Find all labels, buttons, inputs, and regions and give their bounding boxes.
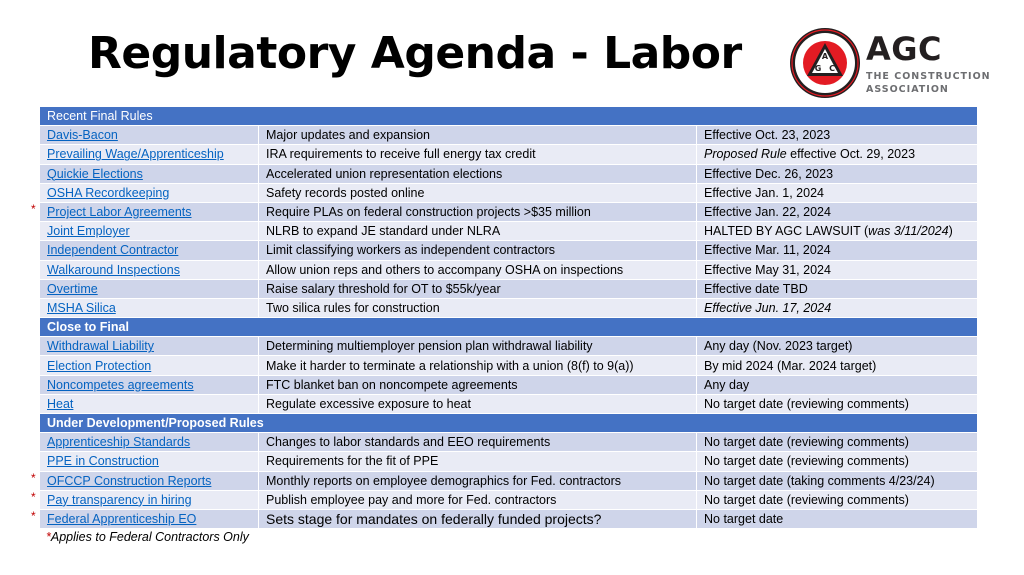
table-row: [40, 375, 978, 394]
rule-link[interactable]: Noncompetes agreements: [47, 377, 194, 392]
section-header-recent: [40, 107, 978, 126]
rule-link[interactable]: Withdrawal Liability: [47, 339, 154, 354]
status-italic: was 3/11/2024: [868, 224, 949, 239]
rule-status: Any day: [697, 375, 978, 394]
status-text-end: ): [948, 224, 953, 239]
section-label: Close to Final: [40, 318, 978, 337]
table-row: [40, 183, 978, 202]
table-row: [40, 222, 978, 241]
rule-description: Accelerated union representation elections: [259, 164, 697, 183]
rule-description: Determining multiemployer pension plan withdrawal liability: [259, 337, 697, 356]
logo-brand: AGC: [866, 30, 943, 68]
rule-status: Effective Jan. 1, 2024: [697, 183, 978, 202]
rule-link[interactable]: Federal Apprenticeship EO: [47, 512, 197, 527]
rule-status: Effective Oct. 23, 2023: [697, 126, 978, 145]
rule-description: FTC blanket ban on noncompete agreements: [259, 375, 697, 394]
seal-letter-g: G: [814, 64, 822, 73]
rule-status: Effective Jan. 22, 2024: [697, 202, 978, 221]
rule-status: [697, 145, 978, 164]
rule-link[interactable]: Davis-Bacon: [47, 128, 118, 143]
rule-link[interactable]: OFCCP Construction Reports: [47, 473, 212, 488]
table-row: [40, 452, 978, 471]
rule-link[interactable]: PPE in Construction: [47, 454, 159, 469]
page-title: Regulatory Agenda - Labor: [88, 28, 742, 79]
rule-status: Any day (Nov. 2023 target): [697, 337, 978, 356]
table-row: [40, 394, 978, 413]
seal-letter-c: C: [829, 64, 835, 73]
rule-link[interactable]: MSHA Silica: [47, 300, 116, 315]
section-header-close: [40, 318, 978, 337]
rule-link[interactable]: Apprenticeship Standards: [47, 435, 191, 450]
table-row: [40, 145, 978, 164]
rule-link[interactable]: Project Labor Agreements: [47, 205, 192, 220]
rule-status: No target date (reviewing comments): [697, 394, 978, 413]
footnote: [46, 530, 249, 544]
section-label: Under Development/Proposed Rules: [40, 414, 978, 433]
table-row: [40, 356, 978, 375]
table-row: [40, 490, 978, 509]
rule-link[interactable]: OSHA Recordkeeping: [47, 185, 170, 200]
rule-link[interactable]: Joint Employer: [47, 224, 130, 239]
rule-link[interactable]: Quickie Elections: [47, 166, 143, 181]
regulatory-agenda-table: [39, 106, 978, 529]
rule-status: Effective May 31, 2024: [697, 260, 978, 279]
rule-link[interactable]: Overtime: [47, 281, 98, 296]
rule-description: IRA requirements to receive full energy tax credit: [259, 145, 697, 164]
rule-link[interactable]: Walkaround Inspections: [47, 262, 180, 277]
rule-description: Limit classifying workers as independent contractors: [259, 241, 697, 260]
rule-link[interactable]: Heat: [47, 396, 74, 411]
table-row: [40, 260, 978, 279]
rule-description: Two silica rules for construction: [259, 298, 697, 317]
agc-seal-icon: [788, 26, 862, 100]
rule-status: Effective Mar. 11, 2024: [697, 241, 978, 260]
status-italic: Proposed Rule: [704, 147, 787, 162]
section-label: Recent Final Rules: [40, 107, 978, 126]
rule-status: No target date (reviewing comments): [697, 490, 978, 509]
status-text: effective Oct. 29, 2023: [786, 147, 916, 162]
rule-description: Sets stage for mandates on federally funded projects?: [259, 509, 697, 528]
asterisk-marker: *: [31, 509, 36, 523]
rule-description: Regulate excessive exposure to heat: [259, 394, 697, 413]
rule-status: No target date: [697, 509, 978, 528]
rule-description: Safety records posted online: [259, 183, 697, 202]
rule-description: Requirements for the fit of PPE: [259, 452, 697, 471]
asterisk-marker: *: [31, 202, 36, 216]
footnote-mark: *: [46, 530, 51, 544]
logo-tagline-2: ASSOCIATION: [866, 84, 949, 95]
table-row: [40, 298, 978, 317]
rule-link[interactable]: Election Protection: [47, 358, 152, 373]
section-header-dev: [40, 414, 978, 433]
asterisk-marker: *: [31, 471, 36, 485]
table-row: [40, 433, 978, 452]
rule-status: No target date (taking comments 4/23/24): [697, 471, 978, 490]
rule-status: No target date (reviewing comments): [697, 452, 978, 471]
rule-description: Allow union reps and others to accompany OSHA on inspections: [259, 260, 697, 279]
table-row: [40, 471, 978, 490]
logo-tagline-1: THE CONSTRUCTION: [866, 71, 991, 82]
status-text: HALTED BY AGC LAWSUIT (: [704, 224, 869, 239]
rule-link[interactable]: Independent Contractor: [47, 243, 179, 258]
rule-link[interactable]: Prevailing Wage/Apprenticeship: [47, 147, 224, 162]
agc-logo: [788, 26, 991, 102]
table-row: [40, 202, 978, 221]
seal-letter-a: A: [821, 52, 829, 61]
rule-description: Publish employee pay and more for Fed. contractors: [259, 490, 697, 509]
table-row: [40, 509, 978, 528]
table-row: [40, 337, 978, 356]
rule-description: Major updates and expansion: [259, 126, 697, 145]
table-row: [40, 279, 978, 298]
rule-status: Effective date TBD: [697, 279, 978, 298]
rule-description: Changes to labor standards and EEO requirements: [259, 433, 697, 452]
rule-description: Monthly reports on employee demographics for Fed. contractors: [259, 471, 697, 490]
table-row: [40, 126, 978, 145]
rule-link[interactable]: Pay transparency in hiring: [47, 492, 192, 507]
rule-status: No target date (reviewing comments): [697, 433, 978, 452]
footnote-text: Applies to Federal Contractors Only: [50, 530, 249, 544]
rule-description: Require PLAs on federal construction projects >$35 million: [259, 202, 697, 221]
rule-status: [697, 222, 978, 241]
rule-description: NLRB to expand JE standard under NLRA: [259, 222, 697, 241]
table-row: [40, 164, 978, 183]
rule-description: Raise salary threshold for OT to $55k/year: [259, 279, 697, 298]
rule-status: Effective Dec. 26, 2023: [697, 164, 978, 183]
rule-description: Make it harder to terminate a relationship with a union (8(f) to 9(a)): [259, 356, 697, 375]
asterisk-marker: *: [31, 490, 36, 504]
rule-status: By mid 2024 (Mar. 2024 target): [697, 356, 978, 375]
table-row: [40, 241, 978, 260]
rule-status: Effective Jun. 17, 2024: [697, 298, 978, 317]
